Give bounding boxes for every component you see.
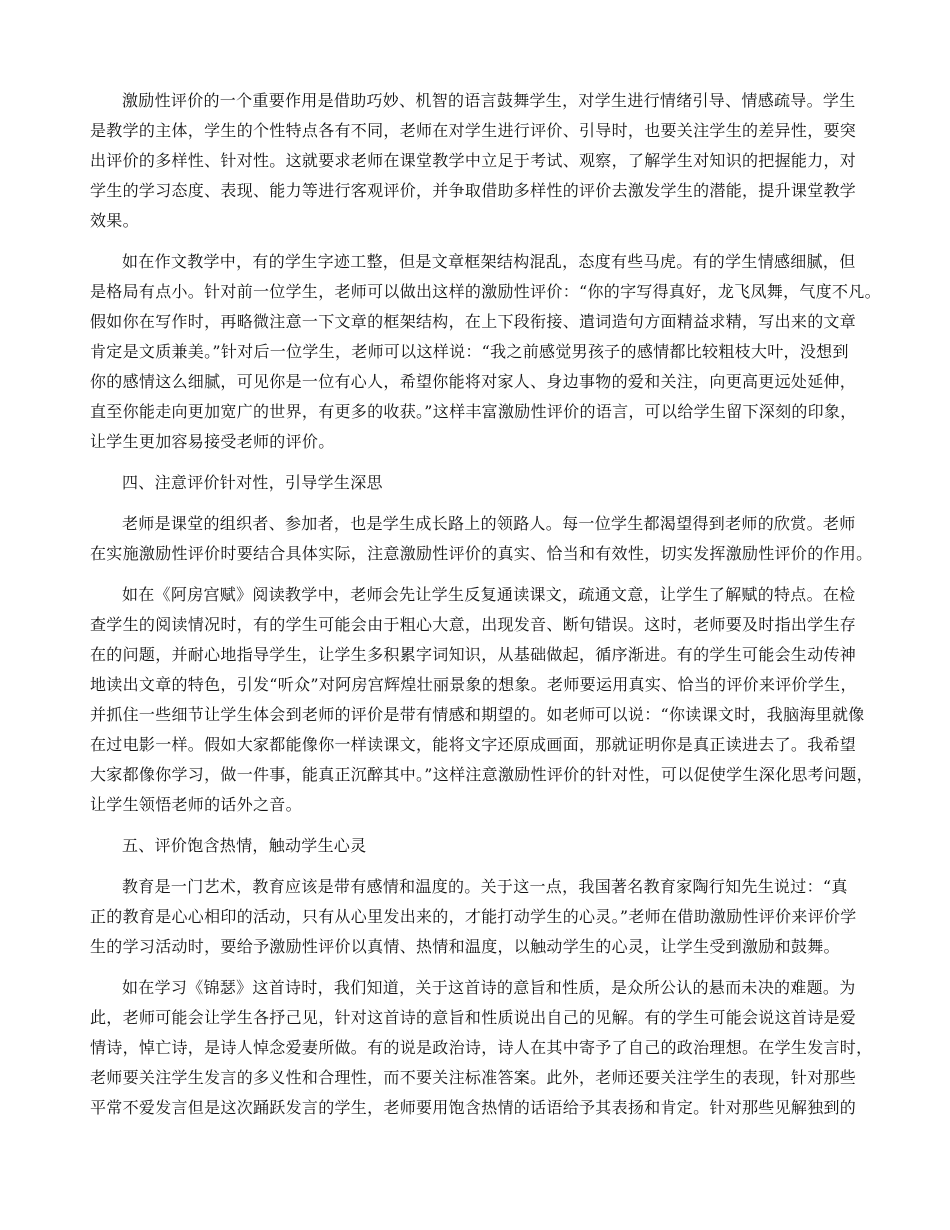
text-line: 效果。 (90, 211, 139, 230)
paragraph-5 (90, 872, 860, 962)
document-page (90, 86, 881, 1134)
text-line: 老师要关注学生发言的多义性和合理性，而不要关注标准答案。此外，老师还要关注学生的表现，针对那些 (90, 1068, 857, 1087)
paragraph-3 (90, 509, 873, 569)
text-line: 是格局有点小。针对前一位学生，老师可以做出这样的激励性评价：“你的字写得真好，龙飞凤舞，气度不凡。 (90, 282, 881, 301)
text-line: 在实施激励性评价时要结合具体实际，注意激励性评价的真实、恰当和有效性，切实发挥激励性评价的作用。 (90, 544, 873, 563)
text-line: 在过电影一样。假如大家都能像你一样读课文，能将文字还原成画面，那就证明你是真正读进去了。我希望 (90, 735, 857, 754)
text-line: 大家都像你学习，做一件事，能真正沉醉其中。”这样注意激励性评价的针对性，可以促使学生深化思考问题， (90, 765, 873, 784)
text-line: 并抓住一些细节让学生体会到老师的评价是带有情感和期望的。如老师可以说：“你读课文时，我脑海里就像 (90, 705, 865, 724)
text-line: 让学生更加容易接受老师的评价。 (90, 432, 335, 451)
paragraph-1 (90, 86, 860, 236)
text-line: 你的感情这么细腻，可见你是一位有心人，希望你能将对家人、身边事物的爱和关注，向更高更远处延伸， (90, 372, 857, 391)
text-line: 出评价的多样性、针对性。这就要求老师在课堂教学中立足于考试、观察，了解学生对知识的把握能力，对 (90, 151, 857, 170)
paragraph-6 (90, 973, 873, 1123)
text-line: 激励性评价的一个重要作用是借助巧妙、机智的语言鼓舞学生，对学生进行情绪引导、情感疏导。学生 (122, 91, 856, 110)
text-line: 直至你能走向更加宽广的世界，有更多的收获。”这样丰富激励性评价的语言，可以给学生留下深刻的印象， (90, 402, 857, 421)
text-line: 平常不爱发言但是这次踊跃发言的学生，老师要用饱含热情的话语给予其表扬和肯定。针对那些见解独到的 (90, 1098, 857, 1117)
text-line: 如在学习《锦瑟》这首诗时，我们知道，关于这首诗的意旨和性质，是众所公认的悬而未决的难题。为 (122, 978, 856, 997)
text-line: 假如你在写作时，再略微注意一下文章的框架结构，在上下段衔接、遣词造句方面精益求精，写出来的文章 (90, 312, 857, 331)
text-line: 如在《阿房宫赋》阅读教学中，老师会先让学生反复通读课文，疏通文意，让学生了解赋的特点。在检 (122, 585, 856, 604)
text-line: 地读出文章的特色，引发“听众”对阿房宫辉煌壮丽景象的想象。老师要运用真实、恰当的评价来评价学生， (90, 675, 857, 694)
text-line: 学生的学习态度、表现、能力等进行客观评价，并争取借助多样性的评价去激发学生的潜能，提升课堂教学 (90, 181, 857, 200)
section-heading-5: 五、评价饱含热情，触动学生心灵 (122, 836, 367, 855)
text-line: 肯定是文质兼美。”针对后一位学生，老师可以这样说：“我之前感觉男孩子的感情都比较粗枝大叶，没想到 (90, 342, 849, 361)
text-line: 是教学的主体，学生的个性特点各有不同，老师在对学生进行评价、引导时，也要关注学生的差异性，要突 (90, 121, 857, 140)
paragraph-2 (90, 247, 881, 457)
text-line: 查学生的阅读情况时，有的学生可能会由于粗心大意，出现发音、断句错误。这时，老师要及时指出学生存 (90, 615, 857, 634)
text-line: 教育是一门艺术，教育应该是带有感情和温度的。关于这一点，我国著名教育家陶行知先生说过：“真 (122, 877, 848, 896)
text-line: 此，老师可能会让学生各抒己见，针对这首诗的意旨和性质说出自己的见解。有的学生可能会说这首诗是爱 (90, 1008, 857, 1027)
text-line: 情诗，悼亡诗，是诗人悼念爱妻所做。有的说是政治诗，诗人在其中寄予了自己的政治理想。在学生发言时， (90, 1038, 873, 1057)
text-line: 老师是课堂的组织者、参加者，也是学生成长路上的领路人。每一位学生都渴望得到老师的欣赏。老师 (122, 514, 856, 533)
text-line: 在的问题，并耐心地指导学生，让学生多积累字词知识，从基础做起，循序渐进。有的学生可能会生动传神 (90, 645, 857, 664)
text-line: 正的教育是心心相印的活动，只有从心里发出来的，才能打动学生的心灵。”老师在借助激励性评价来评价学 (90, 907, 857, 926)
text-line: 如在作文教学中，有的学生字迹工整，但是文章框架结构混乱，态度有些马虎。有的学生情感细腻，但 (122, 252, 856, 271)
text-line: 生的学习活动时，要给予激励性评价以真情、热情和温度，以触动学生的心灵，让学生受到激励和鼓舞。 (90, 937, 840, 956)
text-line: 让学生领悟老师的话外之音。 (90, 795, 302, 814)
paragraph-4 (90, 580, 873, 820)
section-heading-4: 四、注意评价针对性，引导学生深思 (122, 473, 383, 492)
